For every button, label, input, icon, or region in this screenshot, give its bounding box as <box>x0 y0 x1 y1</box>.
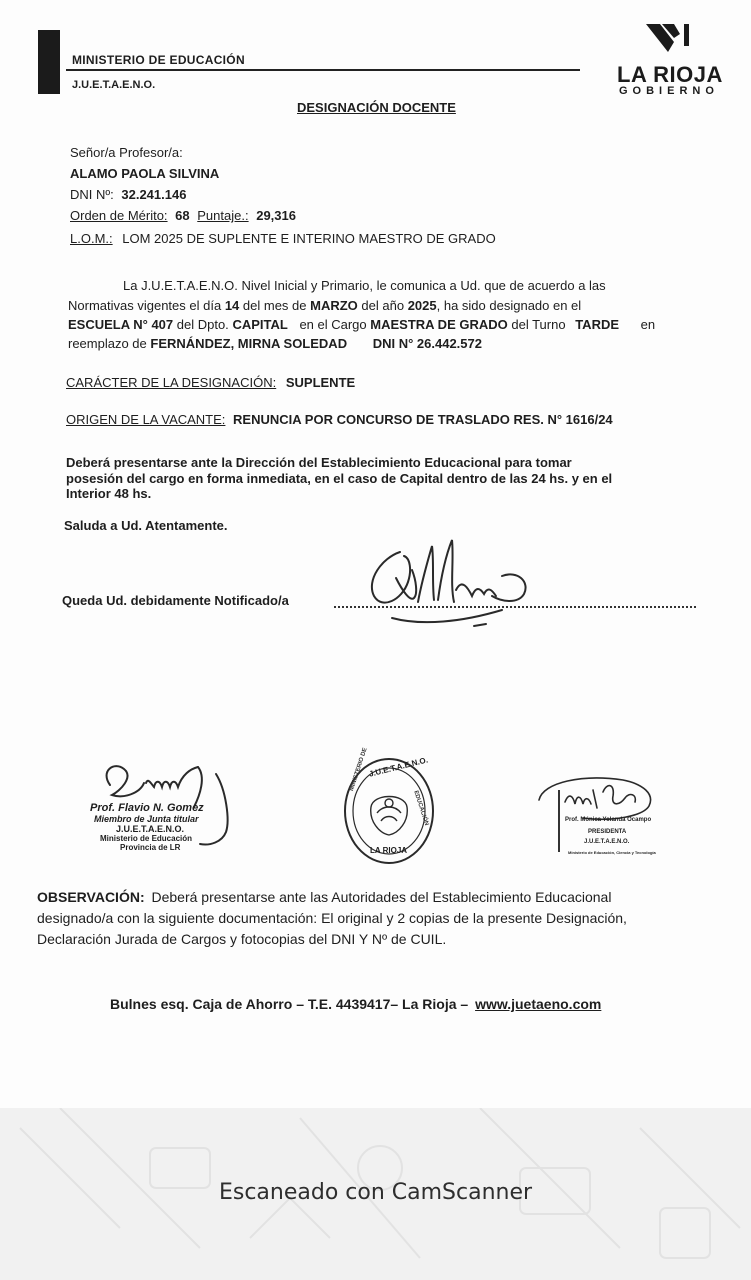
body-line-1: La J.U.E.T.A.E.N.O. Nivel Inicial y Primario, le comunica a Ud. que de acuerdo a las <box>123 278 606 293</box>
character-label: CARÁCTER DE LA DESIGNACIÓN: <box>66 375 277 390</box>
footer-address-line <box>110 996 601 1012</box>
body-shift: TARDE <box>575 317 620 332</box>
logo-text: LA RIOJA <box>617 62 723 87</box>
body-day: 14 <box>224 298 240 313</box>
dni-label: DNI Nº: <box>70 187 114 202</box>
body-text: del año <box>361 298 405 313</box>
body-department: CAPITAL <box>232 317 288 332</box>
body-role: MAESTRA DE GRADO <box>370 317 508 332</box>
body-text: en <box>640 317 656 332</box>
body-line-3 <box>68 317 655 332</box>
body-text: reemplazo de <box>68 336 147 351</box>
right-signature-rule <box>558 790 560 852</box>
score-label: Puntaje.: <box>197 208 249 223</box>
body-replaced-name: FERNÁNDEZ, MIRNA SOLEDAD <box>150 336 348 351</box>
observation-line-3: Declaración Jurada de Cargos y fotocopias del DNI Y Nº de CUIL. <box>37 931 447 947</box>
seal-ring-left: MINISTERIO DE <box>349 747 369 792</box>
merit-label: Orden de Mérito: <box>70 208 168 223</box>
instructions-line-3: Interior 48 hs. <box>66 486 152 501</box>
observation-line-1 <box>37 889 611 905</box>
body-line-2 <box>68 298 581 313</box>
body-month: MARZO <box>310 298 358 313</box>
body-text: en el Cargo <box>299 317 367 332</box>
character-value: SUPLENTE <box>285 375 356 390</box>
agency-name: J.U.E.T.A.E.N.O. <box>72 79 156 91</box>
score-value: 29,316 <box>256 208 296 223</box>
body-text: del mes de <box>242 298 307 313</box>
notified-text: Queda Ud. debidamente Notificado/a <box>62 593 289 608</box>
lom-value: LOM 2025 DE SUPLENTE E INTERINO MAESTRO DE GRADO <box>122 231 496 246</box>
right-signer-role-3: Ministerio de Educación, Ciencia y Tecnología <box>568 850 656 855</box>
left-signer-role-3: Ministerio de Educación <box>100 834 193 843</box>
observation-label: OBSERVACIÓN: <box>37 889 145 905</box>
body-text: Normativas vigentes el día <box>68 298 222 313</box>
document-title: DESIGNACIÓN DOCENTE <box>297 100 456 115</box>
origin-line <box>66 412 613 427</box>
merit-line <box>70 208 296 223</box>
logo-subtext: GOBIERNO <box>619 85 719 97</box>
ministry-name: MINISTERIO DE EDUCACIÓN <box>72 53 245 67</box>
body-replaced-dni: DNI N° 26.442.572 <box>372 336 482 351</box>
character-line <box>66 375 355 390</box>
footer-address: Bulnes esq. Caja de Ahorro – T.E. 4439417– La Rioja – <box>110 996 469 1012</box>
body-school: ESCUELA N° 407 <box>68 317 174 332</box>
body-text: , ha sido designado en el <box>436 298 582 313</box>
instructions-line-2: posesión del cargo en forma inmediata, en el caso de Capital dentro de las 24 hs. y en el <box>66 471 613 486</box>
left-signer-role-4: Provincia de LR <box>120 843 181 852</box>
origin-value: RENUNCIA POR CONCURSO DE TRASLADO RES. N° 1616/24 <box>233 412 613 427</box>
recipient-signature <box>352 530 542 640</box>
body-text: del Dpto. <box>176 317 229 332</box>
left-signer-role-1: Miembro de Junta titular <box>94 814 199 824</box>
header-side-bar <box>38 30 60 94</box>
footer-website-link[interactable]: www.juetaeno.com <box>475 996 602 1012</box>
merit-value: 68 <box>175 208 190 223</box>
origin-label: ORIGEN DE LA VACANTE: <box>66 412 226 427</box>
right-signer-role-2: J.U.E.T.A.E.N.O. <box>584 839 630 845</box>
seal-ring-right: EDUCACIÓN <box>412 790 430 827</box>
left-signature-flourish <box>196 770 236 850</box>
la-rioja-emblem-icon <box>640 22 694 58</box>
seal-bottom-text: LA RIOJA <box>370 846 408 855</box>
dni-value: 32.241.146 <box>121 187 187 202</box>
right-signer-name: Prof. Mónica Yolanda Ocampo <box>565 817 652 823</box>
header-rule <box>66 69 580 71</box>
dni-line <box>70 187 186 202</box>
left-signer-role-2: J.U.E.T.A.E.N.O. <box>116 824 185 834</box>
right-signer-role-1: PRESIDENTA <box>588 829 627 835</box>
seal-top-text: J.U.E.T.A.E.N.O. <box>368 755 429 779</box>
lom-label: L.O.M.: <box>70 231 113 246</box>
camscanner-watermark: Escaneado con CamScanner <box>218 1180 533 1205</box>
observation-line-2: designado/a con la siguiente documentación: El original y 2 copias de la presente Designación, <box>37 910 627 926</box>
left-signer-name: Prof. Flavio N. Gomez <box>90 802 204 814</box>
observation-text-1: Deberá presentarse ante las Autoridades del Establecimiento Educacional <box>151 889 612 905</box>
salutation: Señor/a Profesor/a: <box>70 145 183 160</box>
body-year: 2025 <box>407 298 437 313</box>
body-text: del Turno <box>511 317 566 332</box>
closing-greeting: Saluda a Ud. Atentamente. <box>64 518 228 533</box>
instructions-line-1: Deberá presentarse ante la Dirección del Establecimiento Educacional para tomar <box>66 455 572 470</box>
body-line-4 <box>68 336 482 351</box>
lom-line <box>70 231 496 246</box>
teacher-name: ALAMO PAOLA SILVINA <box>70 166 220 181</box>
